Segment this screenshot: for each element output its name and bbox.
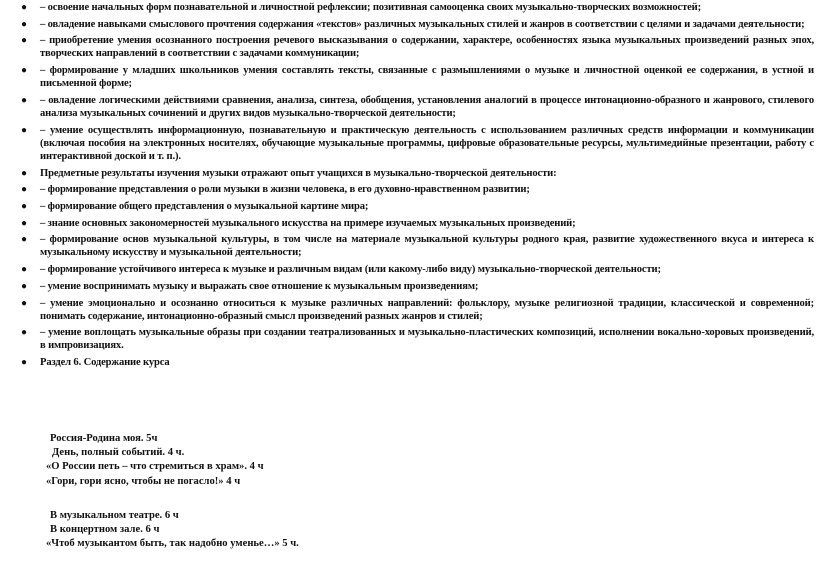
bullet-icon: ● [21, 264, 27, 276]
list-item [18, 94, 814, 120]
list-item [18, 34, 814, 60]
bullet-icon: ● [21, 297, 27, 309]
list-item-text: – формирование основ музыкальной культуры, в том числе на материале музыкальной культуры родного края, развитие художественного вкуса и интереса к музыкальному искусству и музыкальной деятельности; [40, 234, 814, 259]
bullet-icon: ● [21, 200, 27, 212]
bullet-icon: ● [21, 167, 27, 179]
list-item-text: – приобретение умения осознанного построения речевого высказывания о содержании, характере, особенностях языка музыкальных произведений разных эпох, творческих направлений в соответствии с задачами коммуникации; [40, 35, 814, 60]
outline-line: Россия-Родина моя. 5ч [50, 433, 158, 444]
list-item [18, 280, 814, 293]
list-item-text: – умение воспринимать музыку и выражать свое отношение к музыкальным произведениям; [40, 280, 479, 292]
list-item [18, 233, 814, 259]
list-item-text: – умение осуществлять информационную, познавательную и практическую деятельность с использованием различных средств информации и коммуникации (включая пособия на электронных носителях, обучающие музыкальные программы, цифровые образовательные ресурсы, мультимедийные презентации, работу с интерактивной доской и т. п.). [40, 124, 814, 162]
bullet-icon: ● [21, 94, 27, 106]
bullet-icon: ● [21, 280, 27, 292]
list-item-text: – умение эмоционально и осознанно относиться к музыке различных направлений: фольклору, музыке религиозной традиции, классической и современной; понимать содержание, интонационно-образный смысл произведений разных жанров и стилей; [40, 297, 814, 322]
bullet-icon: ● [21, 35, 27, 47]
bullet-icon: ● [21, 217, 27, 229]
list-item-text: – овладение навыками смыслового прочтения содержания «текстов» различных музыкальных стилей и жанров в соответствии с целями и задачами деятельности; [40, 18, 805, 30]
list-item [18, 1, 814, 14]
list-item-text: – знание основных закономерностей музыкального искусства на примере изучаемых музыкальных произведений; [40, 217, 576, 229]
course-outline-block-1 [0, 432, 400, 489]
list-item-text: – формирование представления о роли музыки в жизни человека, в его духовно-нравственном развитии; [40, 184, 530, 196]
list-item-text: – освоение начальных форм познавательной и личностной рефлексии; позитивная самооценка своих музыкально-творческих возможностей; [40, 2, 702, 13]
outline-line: «Гори, гори ясно, чтобы не погасло!» 4 ч [46, 475, 241, 487]
list-item [18, 183, 814, 196]
section-heading [18, 356, 814, 369]
bullet-icon: ● [21, 2, 27, 13]
list-item [18, 326, 814, 352]
list-item [18, 263, 814, 276]
bullet-icon: ● [21, 234, 27, 246]
list-item-text: – формирование у младших школьников умения составлять тексты, связанные с размышлениями о музыке и личностной оценкой ее содержания, в устной и письменной форме; [40, 65, 814, 90]
list-item [18, 64, 814, 90]
bullet-icon: ● [21, 184, 27, 196]
list-item [18, 124, 814, 163]
list-item [18, 297, 814, 323]
list-item-text: – формирование устойчивого интереса к музыке и различным видам (или какому-либо виду) музыкально-творческой деятельности; [40, 264, 661, 276]
outline-line: «Чтоб музыкантом быть, так надобно уменье…» 5 ч. [46, 538, 299, 550]
bullet-icon: ● [21, 65, 27, 77]
course-outline-block-2 [0, 509, 400, 552]
outline-line: День, полный событий. 4 ч. [52, 447, 185, 459]
list-item-text: – формирование общего представления о музыкальной картине мира; [40, 200, 369, 212]
outline-line: «О России петь – что стремиться в храм». 4 ч [46, 461, 264, 473]
outline-line: В концертном зале. 6 ч [50, 524, 160, 536]
list-item [18, 200, 814, 213]
list-item [18, 18, 814, 31]
results-bullet-list [18, 1, 814, 373]
list-item-text: Предметные результаты изучения музыки отражают опыт учащихся в музыкально-творческой деятельности: [40, 167, 557, 179]
section-heading-text: Раздел 6. Содержание курса [40, 357, 170, 369]
subject-results-heading [18, 167, 814, 180]
bullet-icon: ● [21, 124, 27, 136]
bullet-icon: ● [21, 357, 27, 369]
list-item-text: – овладение логическими действиями сравнения, анализа, синтеза, обобщения, установления аналогий в процессе интонационно-образного и жанрового, стилевого анализа музыкальных сочинений и других видов музыкально-творческой деятельности; [40, 94, 814, 120]
bullet-icon: ● [21, 327, 27, 339]
bullet-icon: ● [21, 18, 27, 30]
list-item-text: – умение воплощать музыкальные образы при создании театрализованных и музыкально-пластических композиций, исполнении вокально-хоровых произведений, в импровизациях. [40, 327, 814, 352]
list-item [18, 217, 814, 230]
outline-line: В музыкальном театре. 6 ч [50, 510, 179, 521]
